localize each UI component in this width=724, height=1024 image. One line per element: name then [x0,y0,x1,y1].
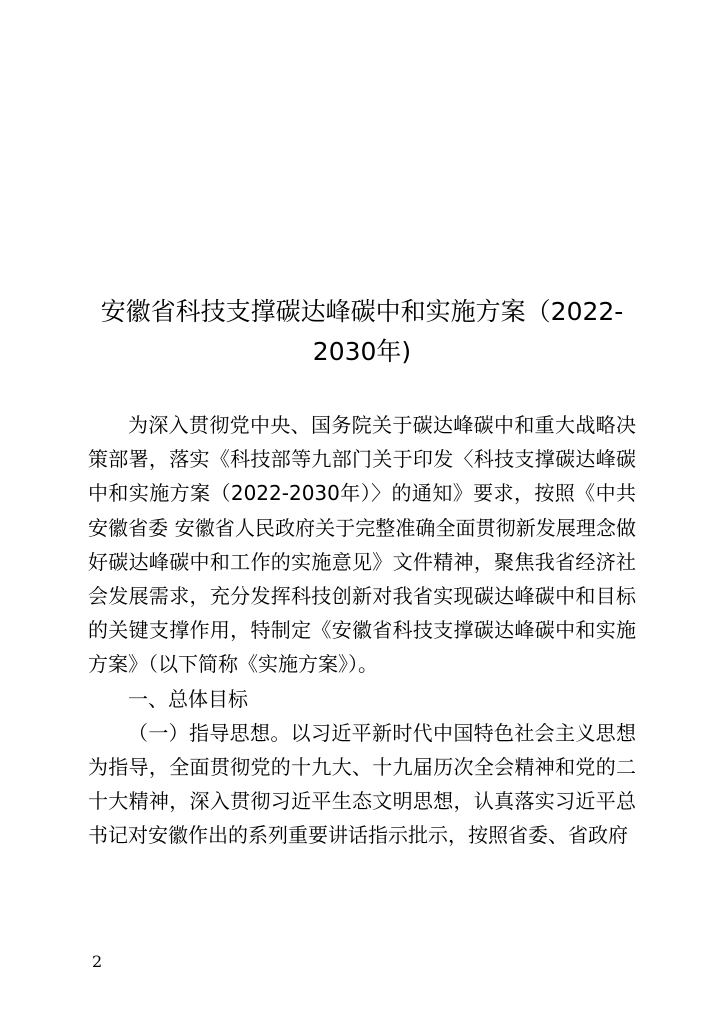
guiding-ideology-paragraph: （一）指导思想。以习近平新时代中国特色社会主义思想为指导，全面贯彻党的十九大、十九届历次全会精神和党的二十大精神，深入贯彻习近平生态文明思想，认真落实习近平总书记对安徽作出的系列重要讲话指示批示，按照省委、省政府 [88,720,636,848]
section-heading: 一、总体目标 [128,686,248,711]
document-body [88,408,636,853]
document-title: 安徽省科技支撑碳达峰碳中和实施方案（2022-2030年) [100,297,624,366]
page-number: 2 [92,952,103,971]
intro-paragraph: 为深入贯彻党中央、国务院关于碳达峰碳中和重大战略决策部署，落实《科技部等九部门关于印发〈科技支撑碳达峰碳中和实施方案（2022-2030年）〉的通知》要求，按照《中共安徽省委 安徽省人民政府关于完整准确全面贯彻新发展理念做好碳达峰碳中和工作的实施意见》文件精神，聚焦我省经济社会发展需求，充分发挥科技创新对我省实现碳达峰碳中和目标的关键支撑作用，特制定《安徽省科技支撑碳达峰碳中和实施方案》（以下简称《实施方案》）。 [88,413,636,677]
